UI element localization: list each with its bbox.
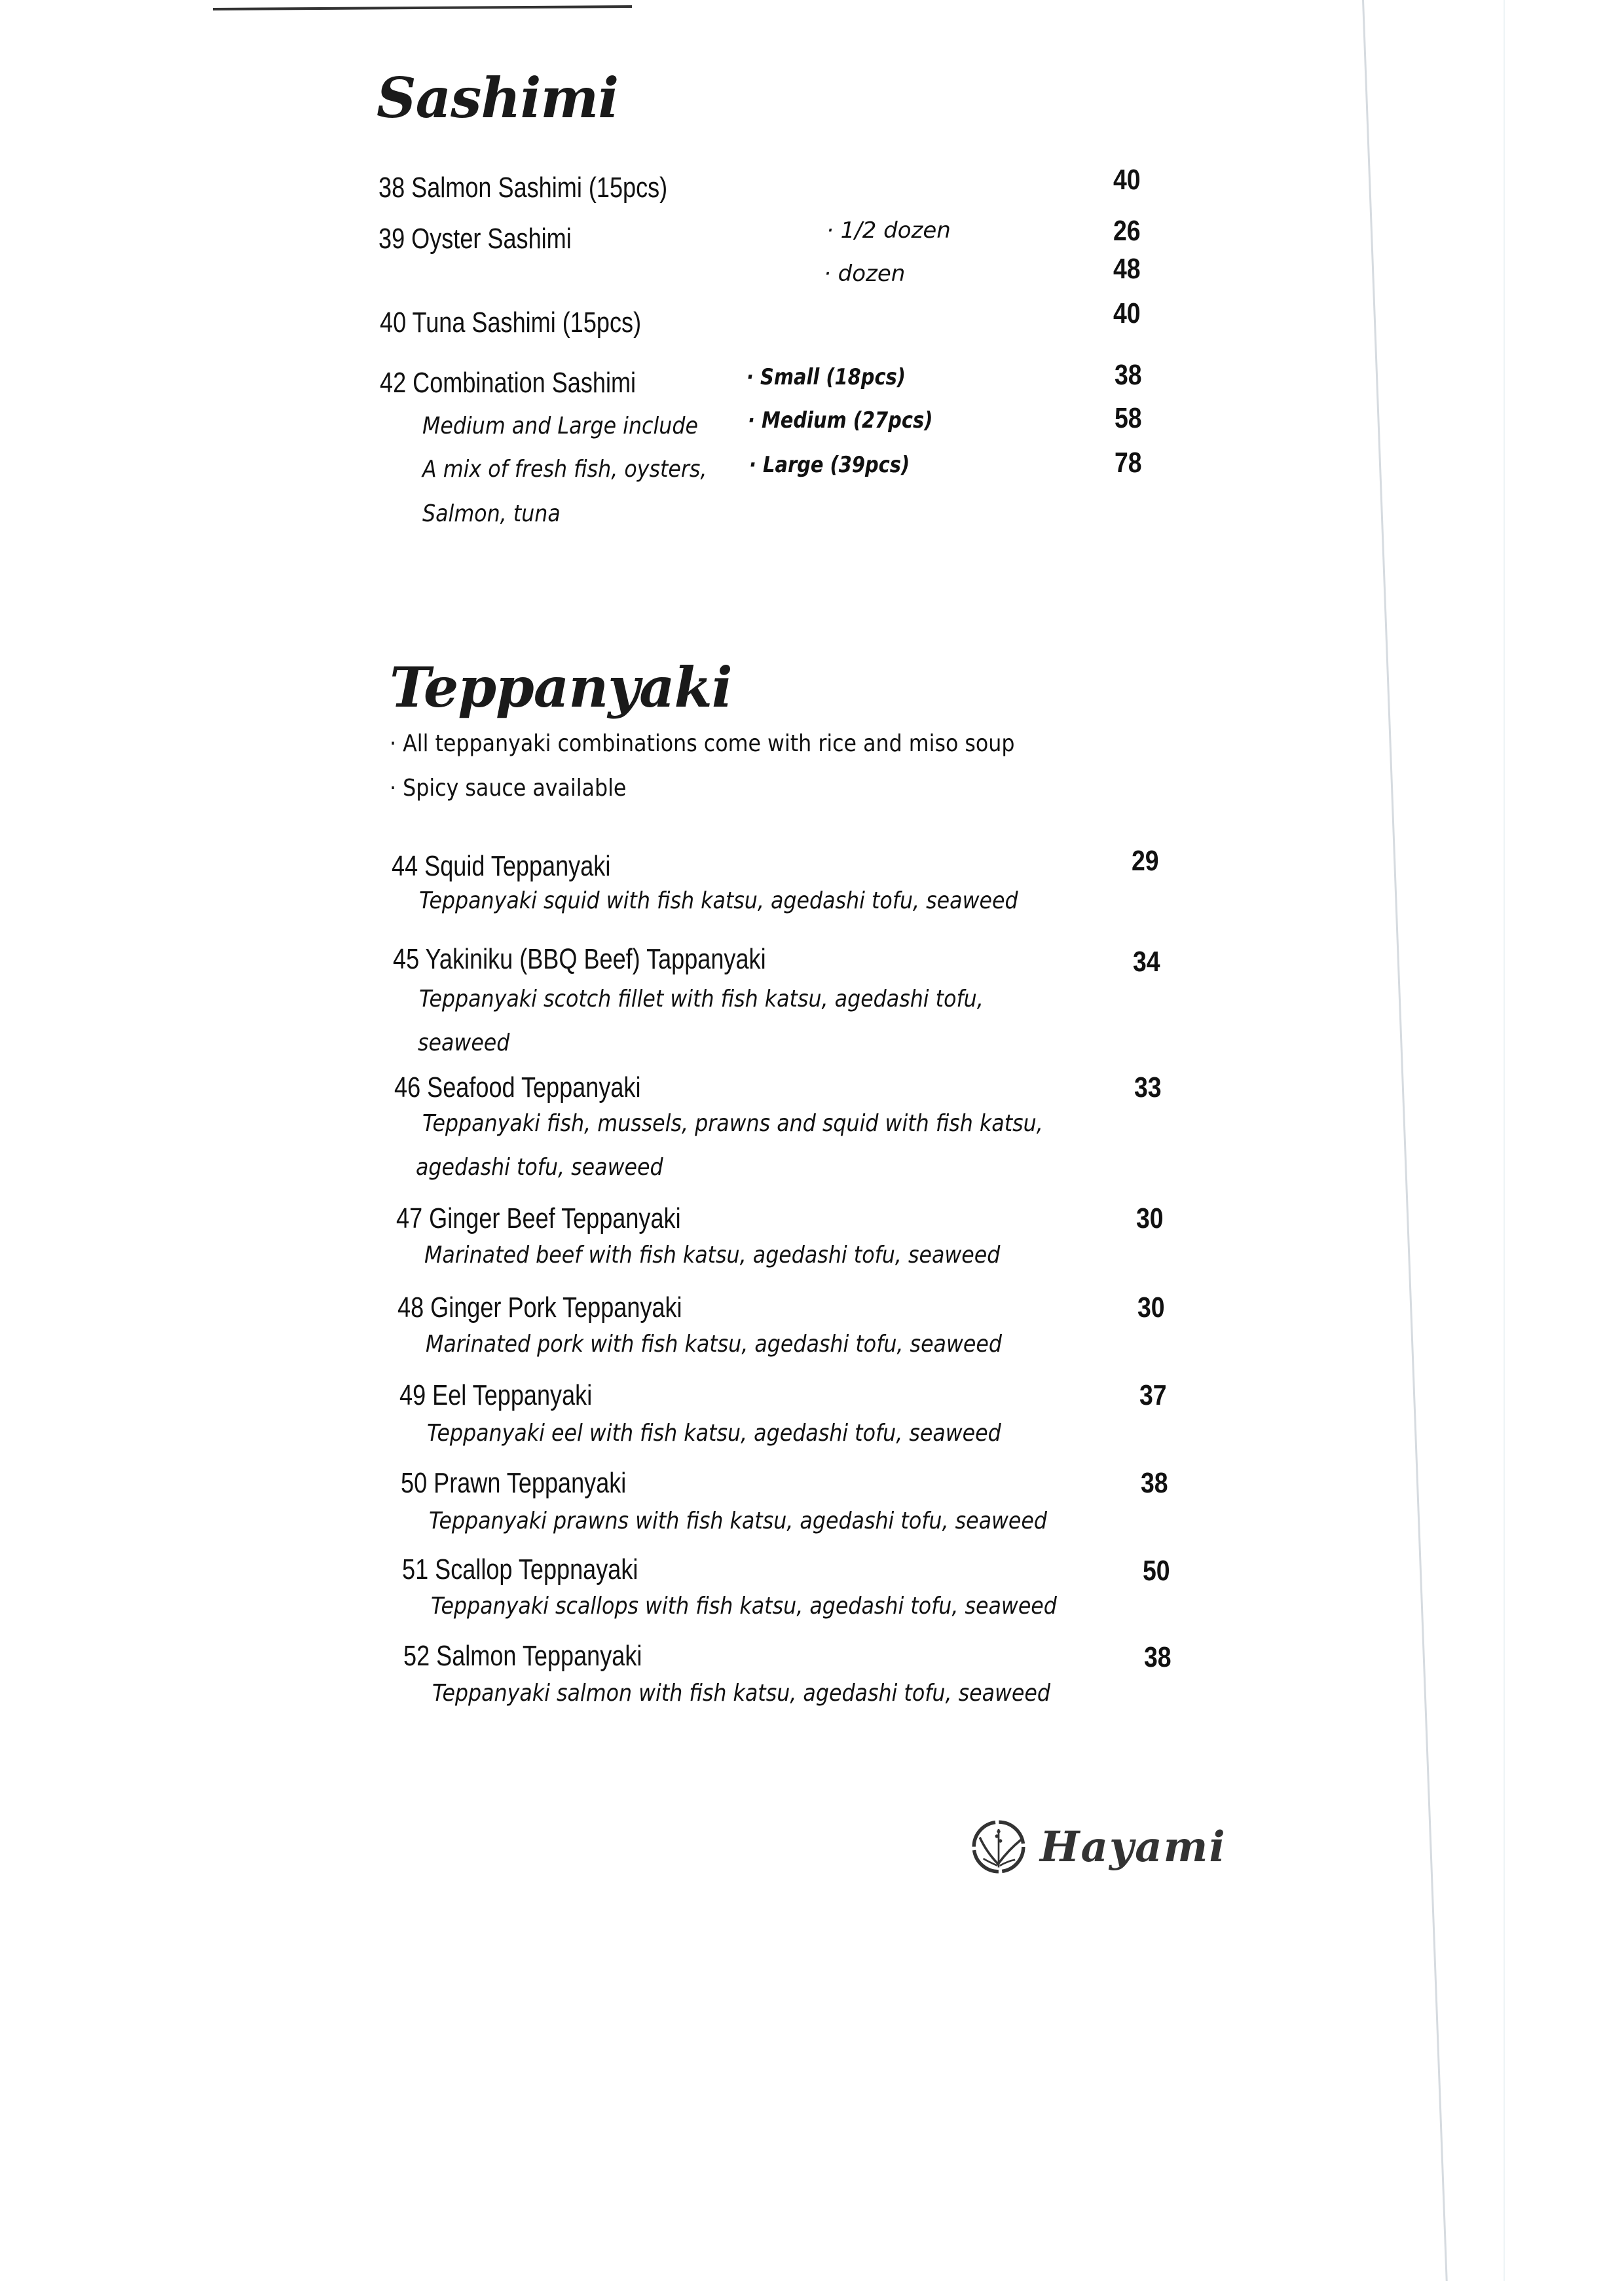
item-description: Salmon, tuna	[422, 500, 561, 527]
item-price: 29	[1132, 845, 1159, 877]
option-label: · Small (18pcs)	[747, 364, 906, 390]
option-price: 38	[1115, 359, 1142, 391]
option-price: 78	[1115, 447, 1142, 479]
item-price: 50	[1143, 1555, 1170, 1587]
item-price: 37	[1139, 1379, 1167, 1411]
item-description: Teppanyaki squid with fish katsu, agedashi tofu, seaweed	[419, 887, 1018, 914]
item-name: 52 Salmon Teppanyaki	[403, 1640, 642, 1672]
item-price: 30	[1137, 1291, 1165, 1324]
item-description: Teppanyaki scotch fillet with fish katsu, agedashi tofu,	[419, 986, 984, 1012]
item-name: 46 Seafood Teppanyaki	[394, 1071, 641, 1103]
option-price: 26	[1113, 215, 1141, 247]
option-label: · Large (39pcs)	[749, 452, 910, 478]
section-note: · Spicy sauce available	[390, 775, 627, 802]
item-name: 49 Eel Teppanyaki	[399, 1379, 593, 1411]
item-name: 39 Oyster Sashimi	[378, 223, 572, 255]
item-price: 38	[1141, 1467, 1168, 1499]
item-description: Teppanyaki eel with fish katsu, agedashi tofu, seaweed	[427, 1420, 1001, 1447]
plant-circle-icon	[969, 1817, 1028, 1876]
brand-name: Hayami	[1040, 1822, 1227, 1872]
item-description: Teppanyaki scallops with fish katsu, agedashi tofu, seaweed	[431, 1593, 1057, 1620]
section-title: Sashimi	[377, 65, 619, 130]
option-label: · 1/2 dozen	[826, 217, 951, 244]
item-price: 40	[1113, 297, 1141, 329]
item-description: agedashi tofu, seaweed	[416, 1154, 663, 1181]
item-price: 38	[1144, 1641, 1172, 1673]
item-name: 38 Salmon Sashimi (15pcs)	[378, 172, 668, 204]
item-price: 33	[1134, 1071, 1162, 1103]
item-description: seaweed	[418, 1029, 510, 1056]
item-name: 50 Prawn Teppanyaki	[401, 1467, 627, 1499]
item-name: 44 Squid Teppanyaki	[392, 850, 611, 882]
item-name: 45 Yakiniku (BBQ Beef) Tappanyaki	[393, 943, 766, 975]
option-label: · Medium (27pcs)	[748, 407, 933, 434]
section-title: Teppanyaki	[390, 655, 732, 720]
item-price: 34	[1133, 946, 1160, 978]
item-name: 47 Ginger Beef Teppanyaki	[396, 1202, 681, 1234]
item-description: A mix of fresh fish, oysters,	[422, 456, 707, 483]
item-description: Teppanyaki prawns with fish katsu, agedashi tofu, seaweed	[429, 1508, 1048, 1534]
brand-logo	[969, 1817, 1227, 1876]
option-price: 58	[1115, 402, 1142, 434]
item-description: Teppanyaki fish, mussels, prawns and squid with fish katsu,	[422, 1110, 1043, 1137]
item-price: 30	[1136, 1202, 1164, 1234]
item-name: 51 Scallop Teppnayaki	[402, 1553, 638, 1586]
item-description: Marinated beef with fish katsu, agedashi tofu, seaweed	[424, 1242, 1001, 1269]
item-description: Medium and Large include	[422, 413, 698, 439]
item-description: Marinated pork with fish katsu, agedashi tofu, seaweed	[426, 1331, 1002, 1358]
page-edge	[1362, 0, 1448, 2281]
item-name: 40 Tuna Sashimi (15pcs)	[380, 306, 642, 339]
item-price: 40	[1113, 164, 1141, 196]
option-price: 48	[1113, 253, 1141, 285]
scan-edge	[1504, 0, 1505, 2281]
item-name: 42 Combination Sashimi	[380, 367, 637, 399]
option-label: · dozen	[824, 261, 906, 287]
item-description: Teppanyaki salmon with fish katsu, agedashi tofu, seaweed	[432, 1680, 1051, 1707]
item-name: 48 Ginger Pork Teppanyaki	[397, 1291, 682, 1324]
section-note: · All teppanyaki combinations come with rice and miso soup	[390, 730, 1015, 757]
top-rule	[213, 5, 632, 10]
